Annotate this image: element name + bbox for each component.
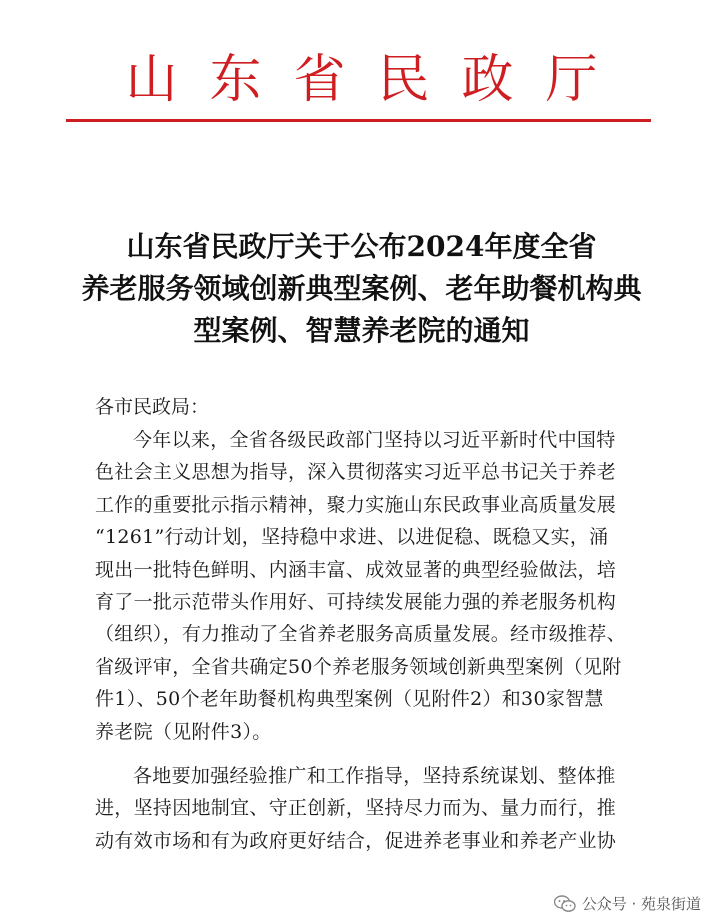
wechat-icon <box>554 895 576 913</box>
paragraph-line: 件1）、50个老年助餐机构典型案例（见附件2）和30家智慧 <box>95 688 604 711</box>
title-line: 养老服务领域创新典型案例、老年助餐机构典 <box>81 272 642 305</box>
paragraph-line: 省级评审，全省共确定50个养老服务领域创新典型案例（见附 <box>95 655 622 678</box>
paragraph-line: 现出一批特色鲜明、内涵丰富、成效显著的典型经验做法，培 <box>95 558 617 581</box>
document-title <box>0 226 723 352</box>
watermark <box>548 891 707 916</box>
paragraph-line: 工作的重要批示指示精神，聚力实施山东民政事业高质量发展 <box>95 493 617 516</box>
paragraph-line: 育了一批示范带头作用好、可持续发展能力强的养老服务机构 <box>95 590 617 613</box>
paragraph-line: 动有效市场和有为政府更好结合，促进养老事业和养老产业协 <box>95 829 617 852</box>
red-divider-line <box>66 119 651 122</box>
paragraph-line: 今年以来，全省各级民政部门坚持以习近平新时代中国特 <box>133 429 616 451</box>
paragraph-line: （组织），有力推动了全省养老服务高质量发展。经市级推荐、 <box>95 623 626 646</box>
document-body <box>95 424 655 857</box>
issuing-authority-header: 山东省民政厅 <box>125 50 630 110</box>
paragraph-line: 养老院（见附件3）。 <box>95 720 272 743</box>
title-line: 型案例、智慧养老院的通知 <box>193 314 530 347</box>
watermark-text: 公众号 · 苑泉街道 <box>581 895 701 913</box>
salutation: 各市民政局： <box>95 396 210 418</box>
paragraph-line: 进，坚持因地制宜、守正创新，坚持尽力而为、量力而行，推 <box>95 797 617 820</box>
paragraph-line: 各地要加强经验推广和工作指导，坚持系统谋划、整体推 <box>133 764 616 787</box>
title-line: 山东省民政厅关于公布2024年度全省 <box>126 230 597 263</box>
paragraph-line: 色社会主义思想为指导，深入贯彻落实习近平总书记关于养老 <box>95 461 617 484</box>
paragraph-line: “1261”行动计划，坚持稳中求进、以进促稳、既稳又实，涌 <box>95 526 609 549</box>
